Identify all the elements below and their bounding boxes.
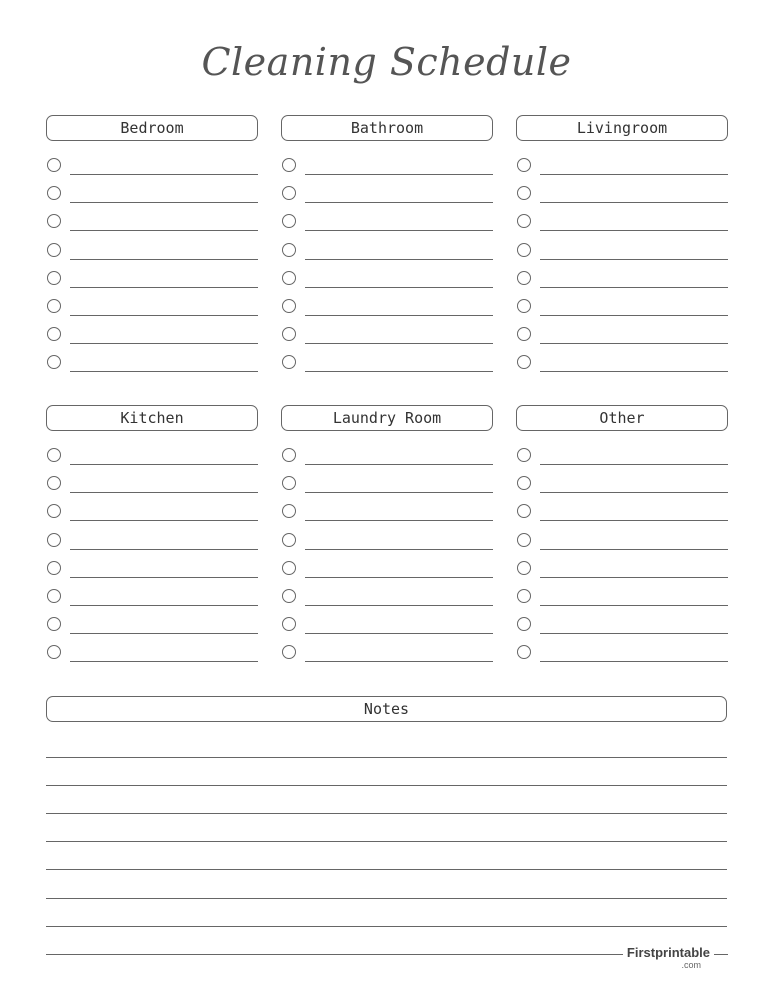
checkbox-circle-icon[interactable] xyxy=(517,355,531,369)
task-row xyxy=(281,533,493,561)
section-bathroom xyxy=(281,115,493,384)
section-kitchen xyxy=(46,405,258,674)
task-row xyxy=(281,617,493,645)
task-row xyxy=(281,476,493,504)
task-row xyxy=(516,617,728,645)
task-write-line[interactable] xyxy=(305,259,493,260)
task-row xyxy=(46,158,258,186)
task-row xyxy=(516,533,728,561)
notes-write-line[interactable] xyxy=(46,785,727,786)
task-write-line[interactable] xyxy=(305,202,493,203)
task-list xyxy=(516,158,728,384)
task-row xyxy=(516,645,728,673)
task-write-line[interactable] xyxy=(540,315,728,316)
checkbox-circle-icon[interactable] xyxy=(47,448,61,462)
checkbox-circle-icon[interactable] xyxy=(517,504,531,518)
task-row xyxy=(46,299,258,327)
brand-suffix: .com xyxy=(681,960,701,970)
task-row xyxy=(46,271,258,299)
task-write-line[interactable] xyxy=(540,174,728,175)
task-write-line[interactable] xyxy=(540,661,728,662)
task-list xyxy=(516,448,728,674)
section-other xyxy=(516,405,728,674)
task-write-line[interactable] xyxy=(70,577,258,578)
task-row xyxy=(281,645,493,673)
task-write-line[interactable] xyxy=(70,464,258,465)
task-write-line[interactable] xyxy=(540,549,728,550)
checkbox-circle-icon[interactable] xyxy=(282,476,296,490)
task-write-line[interactable] xyxy=(70,371,258,372)
checkbox-circle-icon[interactable] xyxy=(517,214,531,228)
task-row xyxy=(516,158,728,186)
task-write-line[interactable] xyxy=(70,605,258,606)
task-row xyxy=(516,476,728,504)
section-header: Bathroom xyxy=(281,115,493,141)
task-row xyxy=(516,589,728,617)
checkbox-circle-icon[interactable] xyxy=(282,617,296,631)
task-row xyxy=(46,186,258,214)
task-write-line[interactable] xyxy=(540,259,728,260)
notes-write-line[interactable] xyxy=(46,869,727,870)
task-write-line[interactable] xyxy=(70,661,258,662)
notes-header: Notes xyxy=(46,696,727,722)
checkbox-circle-icon[interactable] xyxy=(517,158,531,172)
task-write-line[interactable] xyxy=(305,577,493,578)
task-row xyxy=(281,214,493,242)
task-write-line[interactable] xyxy=(305,633,493,634)
checkbox-circle-icon[interactable] xyxy=(47,327,61,341)
checkbox-circle-icon[interactable] xyxy=(517,243,531,257)
section-header: Bedroom xyxy=(46,115,258,141)
task-write-line[interactable] xyxy=(305,661,493,662)
section-bedroom xyxy=(46,115,258,384)
task-write-line[interactable] xyxy=(70,315,258,316)
section-livingroom xyxy=(516,115,728,384)
task-row xyxy=(516,271,728,299)
task-write-line[interactable] xyxy=(540,287,728,288)
task-row xyxy=(516,299,728,327)
checkbox-circle-icon[interactable] xyxy=(282,186,296,200)
task-write-line[interactable] xyxy=(70,343,258,344)
checkbox-circle-icon[interactable] xyxy=(47,243,61,257)
checkbox-circle-icon[interactable] xyxy=(47,645,61,659)
task-row xyxy=(46,355,258,383)
checkbox-circle-icon[interactable] xyxy=(282,561,296,575)
task-write-line[interactable] xyxy=(540,605,728,606)
checkbox-circle-icon[interactable] xyxy=(47,589,61,603)
task-row xyxy=(46,504,258,532)
task-write-line[interactable] xyxy=(305,549,493,550)
task-row xyxy=(281,271,493,299)
task-write-line[interactable] xyxy=(540,520,728,521)
section-header: Other xyxy=(516,405,728,431)
brand-dash xyxy=(720,954,728,955)
checkbox-circle-icon[interactable] xyxy=(47,158,61,172)
task-write-line[interactable] xyxy=(540,633,728,634)
checkbox-circle-icon[interactable] xyxy=(47,476,61,490)
brand-name: Firstprintable xyxy=(626,945,710,960)
checkbox-circle-icon[interactable] xyxy=(282,645,296,659)
checkbox-circle-icon[interactable] xyxy=(517,476,531,490)
task-row xyxy=(281,355,493,383)
checkbox-circle-icon[interactable] xyxy=(47,561,61,575)
page-title: Cleaning Schedule xyxy=(201,40,572,84)
task-row xyxy=(46,533,258,561)
task-row xyxy=(46,589,258,617)
task-write-line[interactable] xyxy=(305,343,493,344)
task-row xyxy=(516,186,728,214)
checkbox-circle-icon[interactable] xyxy=(517,645,531,659)
checkbox-circle-icon[interactable] xyxy=(517,561,531,575)
task-write-line[interactable] xyxy=(305,605,493,606)
task-write-line[interactable] xyxy=(70,174,258,175)
task-write-line[interactable] xyxy=(540,343,728,344)
task-row xyxy=(281,448,493,476)
task-row xyxy=(46,645,258,673)
checkbox-circle-icon[interactable] xyxy=(282,327,296,341)
section-header: Laundry Room xyxy=(281,405,493,431)
task-list xyxy=(281,448,493,674)
checkbox-circle-icon[interactable] xyxy=(517,533,531,547)
notes-write-line[interactable] xyxy=(46,898,727,899)
task-row xyxy=(281,158,493,186)
notes-write-line[interactable] xyxy=(46,841,727,842)
task-row xyxy=(46,243,258,271)
checkbox-circle-icon[interactable] xyxy=(517,186,531,200)
task-write-line[interactable] xyxy=(70,549,258,550)
task-write-line[interactable] xyxy=(70,633,258,634)
section-header: Kitchen xyxy=(46,405,258,431)
checkbox-circle-icon[interactable] xyxy=(517,617,531,631)
task-row xyxy=(516,327,728,355)
task-list xyxy=(281,158,493,384)
checkbox-circle-icon[interactable] xyxy=(282,589,296,603)
checkbox-circle-icon[interactable] xyxy=(517,448,531,462)
task-row xyxy=(281,327,493,355)
task-row xyxy=(281,504,493,532)
checkbox-circle-icon[interactable] xyxy=(47,299,61,313)
task-row xyxy=(46,214,258,242)
task-row xyxy=(46,617,258,645)
task-write-line[interactable] xyxy=(70,230,258,231)
task-list xyxy=(46,448,258,674)
task-row xyxy=(516,355,728,383)
task-row xyxy=(281,186,493,214)
task-row xyxy=(516,448,728,476)
checkbox-circle-icon[interactable] xyxy=(47,617,61,631)
checkbox-circle-icon[interactable] xyxy=(282,448,296,462)
checkbox-circle-icon[interactable] xyxy=(282,533,296,547)
task-row xyxy=(281,243,493,271)
checkbox-circle-icon[interactable] xyxy=(517,589,531,603)
notes-write-line[interactable] xyxy=(46,813,727,814)
checkbox-circle-icon[interactable] xyxy=(282,214,296,228)
task-row xyxy=(281,561,493,589)
task-write-line[interactable] xyxy=(70,520,258,521)
checkbox-circle-icon[interactable] xyxy=(282,271,296,285)
task-write-line[interactable] xyxy=(540,230,728,231)
notes-write-line[interactable] xyxy=(46,757,727,758)
task-row xyxy=(46,561,258,589)
task-row xyxy=(516,214,728,242)
task-write-line[interactable] xyxy=(70,492,258,493)
task-write-line[interactable] xyxy=(305,371,493,372)
task-write-line[interactable] xyxy=(305,520,493,521)
task-row xyxy=(281,299,493,327)
checkbox-circle-icon[interactable] xyxy=(47,186,61,200)
brand-logo xyxy=(623,947,714,971)
section-laundry-room xyxy=(281,405,493,674)
task-write-line[interactable] xyxy=(540,577,728,578)
checkbox-circle-icon[interactable] xyxy=(517,299,531,313)
checkbox-circle-icon[interactable] xyxy=(47,504,61,518)
checkbox-circle-icon[interactable] xyxy=(47,271,61,285)
notes-section xyxy=(46,696,727,722)
task-write-line[interactable] xyxy=(540,202,728,203)
task-row xyxy=(46,448,258,476)
task-write-line[interactable] xyxy=(540,371,728,372)
task-write-line[interactable] xyxy=(540,492,728,493)
task-write-line[interactable] xyxy=(540,464,728,465)
checkbox-circle-icon[interactable] xyxy=(517,327,531,341)
checkbox-circle-icon[interactable] xyxy=(47,214,61,228)
task-row xyxy=(281,589,493,617)
task-row xyxy=(46,327,258,355)
checkbox-circle-icon[interactable] xyxy=(282,299,296,313)
task-write-line[interactable] xyxy=(305,315,493,316)
checkbox-circle-icon[interactable] xyxy=(47,355,61,369)
checkbox-circle-icon[interactable] xyxy=(282,504,296,518)
checkbox-circle-icon[interactable] xyxy=(282,243,296,257)
checkbox-circle-icon[interactable] xyxy=(282,355,296,369)
task-write-line[interactable] xyxy=(70,259,258,260)
task-row xyxy=(516,561,728,589)
task-row xyxy=(516,504,728,532)
task-write-line[interactable] xyxy=(305,230,493,231)
task-write-line[interactable] xyxy=(70,287,258,288)
checkbox-circle-icon[interactable] xyxy=(282,158,296,172)
task-write-line[interactable] xyxy=(305,464,493,465)
checkbox-circle-icon[interactable] xyxy=(47,533,61,547)
task-write-line[interactable] xyxy=(70,202,258,203)
task-write-line[interactable] xyxy=(305,492,493,493)
notes-write-line[interactable] xyxy=(46,926,727,927)
section-header: Livingroom xyxy=(516,115,728,141)
task-list xyxy=(46,158,258,384)
task-row xyxy=(46,476,258,504)
checkbox-circle-icon[interactable] xyxy=(517,271,531,285)
task-row xyxy=(516,243,728,271)
task-write-line[interactable] xyxy=(305,174,493,175)
task-write-line[interactable] xyxy=(305,287,493,288)
